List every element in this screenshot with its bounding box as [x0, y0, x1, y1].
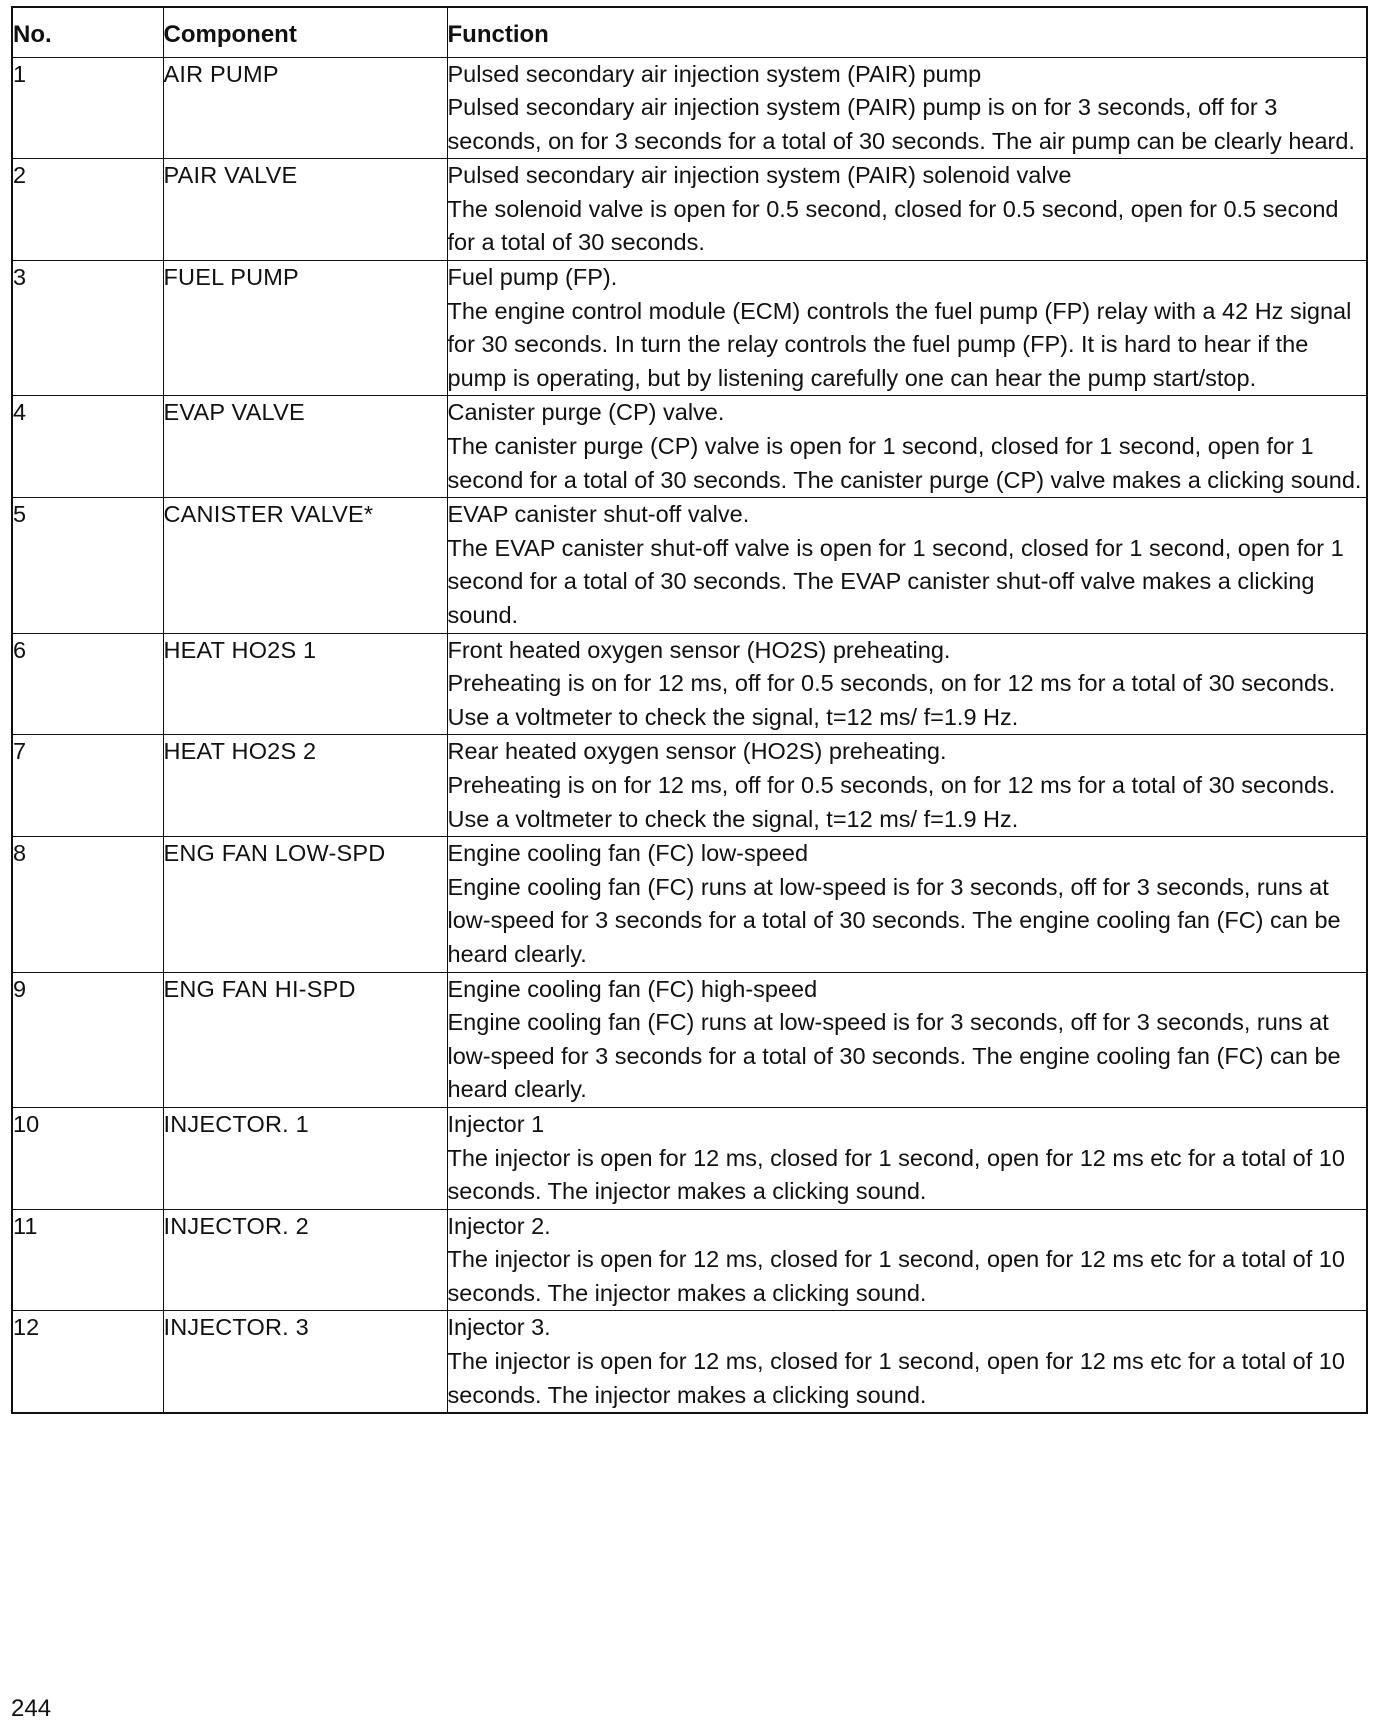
row-number: 9	[12, 972, 163, 1107]
function-cell	[447, 1107, 1367, 1209]
component-name: ENG FAN HI-SPD	[163, 972, 447, 1107]
function-cell	[447, 735, 1367, 837]
row-number: 8	[12, 837, 163, 972]
component-name: HEAT HO2S 1	[163, 633, 447, 735]
function-title: EVAP canister shut-off valve.	[447, 501, 750, 528]
function-title: Fuel pump (FP).	[447, 264, 618, 291]
component-name: INJECTOR. 1	[163, 1107, 447, 1209]
function-cell	[447, 396, 1367, 498]
function-title: Pulsed secondary air injection system (PAIR) pump	[447, 60, 982, 87]
function-cell	[447, 972, 1367, 1107]
row-number: 3	[12, 261, 163, 396]
function-cell	[447, 57, 1367, 159]
component-name: HEAT HO2S 2	[163, 735, 447, 837]
function-body: The injector is open for 12 ms, closed for 1 second, open for 12 ms etc for a total of 10 seconds. The injector makes a clicking sound.	[447, 1348, 1345, 1408]
function-body: Preheating is on for 12 ms, off for 0.5 seconds, on for 12 ms for a total of 30 seconds. Use a voltmeter to check the signal, t=12 ms/ f=1.9 Hz.	[447, 670, 1336, 730]
header-function: Function	[447, 7, 1367, 57]
row-number: 1	[12, 57, 163, 159]
row-number: 7	[12, 735, 163, 837]
function-cell	[447, 1209, 1367, 1311]
row-number: 5	[12, 498, 163, 633]
component-name: FUEL PUMP	[163, 261, 447, 396]
function-title: Canister purge (CP) valve.	[447, 399, 725, 426]
table-row	[12, 57, 1367, 159]
function-title: Engine cooling fan (FC) low-speed	[447, 840, 809, 867]
function-title: Engine cooling fan (FC) high-speed	[447, 975, 818, 1002]
component-function-table-wrapper	[11, 6, 1366, 1414]
component-name: INJECTOR. 2	[163, 1209, 447, 1311]
row-number: 11	[12, 1209, 163, 1311]
table-row	[12, 1209, 1367, 1311]
function-body: Preheating is on for 12 ms, off for 0.5 seconds, on for 12 ms for a total of 30 seconds. Use a voltmeter to check the signal, t=12 ms/ f=1.9 Hz.	[447, 771, 1336, 832]
header-component: Component	[163, 7, 447, 57]
function-cell	[447, 1311, 1367, 1413]
function-body: The canister purge (CP) valve is open for 1 second, closed for 1 second, open for 1 second for a total of 30 seconds. The canister purge (CP) valve makes a clicking sound.	[447, 433, 1362, 493]
function-body: The injector is open for 12 ms, closed for 1 second, open for 12 ms etc for a total of 10 seconds. The injector makes a clicking sound.	[447, 1144, 1345, 1205]
table-row	[12, 735, 1367, 837]
function-body: The solenoid valve is open for 0.5 second, closed for 0.5 second, open for 0.5 second for a total of 30 seconds.	[447, 195, 1339, 256]
function-cell	[447, 159, 1367, 261]
function-cell	[447, 498, 1367, 633]
function-title: Injector 2.	[447, 1212, 551, 1239]
function-title: Rear heated oxygen sensor (HO2S) preheating.	[447, 738, 947, 765]
table-row	[12, 396, 1367, 498]
row-number: 12	[12, 1311, 163, 1413]
header-no: No.	[12, 7, 163, 57]
row-number: 4	[12, 396, 163, 498]
table-row	[12, 498, 1367, 633]
function-cell	[447, 633, 1367, 735]
function-title: Pulsed secondary air injection system (PAIR) solenoid valve	[447, 162, 1072, 189]
component-name: EVAP VALVE	[163, 396, 447, 498]
table-row	[12, 633, 1367, 735]
component-name: CANISTER VALVE*	[163, 498, 447, 633]
function-body: Pulsed secondary air injection system (PAIR) pump is on for 3 seconds, off for 3 seconds, on for 3 seconds for a total of 30 seconds. The air pump can be clearly heard.	[447, 94, 1355, 154]
row-number: 2	[12, 159, 163, 261]
function-body: The EVAP canister shut-off valve is open for 1 second, closed for 1 second, open for 1 second for a total of 30 seconds. The EVAP canister shut-off valve makes a clicking sound.	[447, 534, 1344, 628]
function-body: Engine cooling fan (FC) runs at low-speed is for 3 seconds, off for 3 seconds, runs at low-speed for 3 seconds for a total of 30 seconds. The engine cooling fan (FC) can be heard clearly.	[447, 1009, 1341, 1103]
function-cell	[447, 261, 1367, 396]
component-name: INJECTOR. 3	[163, 1311, 447, 1413]
table-row	[12, 837, 1367, 972]
table-row	[12, 261, 1367, 396]
function-body: The engine control module (ECM) controls the fuel pump (FP) relay with a 42 Hz signal for 30 seconds. In turn the relay controls the fuel pump (FP). It is hard to hear if the pump is operating, but by listening carefully one can hear the pump start/stop.	[447, 297, 1352, 391]
component-name: ENG FAN LOW-SPD	[163, 837, 447, 972]
function-title: Injector 3.	[447, 1314, 551, 1341]
table-row	[12, 1107, 1367, 1209]
page-number: 244	[11, 1695, 52, 1722]
table-row	[12, 972, 1367, 1107]
table-header-row	[12, 7, 1367, 57]
table-row	[12, 1311, 1367, 1413]
row-number: 6	[12, 633, 163, 735]
function-cell	[447, 837, 1367, 972]
function-title: Front heated oxygen sensor (HO2S) preheating.	[447, 636, 951, 663]
row-number: 10	[12, 1107, 163, 1209]
table-row	[12, 159, 1367, 261]
function-title: Injector 1	[447, 1110, 545, 1137]
function-body: The injector is open for 12 ms, closed for 1 second, open for 12 ms etc for a total of 10 seconds. The injector makes a clicking sound.	[447, 1246, 1345, 1306]
component-function-table	[11, 6, 1368, 1414]
function-body: Engine cooling fan (FC) runs at low-speed is for 3 seconds, off for 3 seconds, runs at low-speed for 3 seconds for a total of 30 seconds. The engine cooling fan (FC) can be heard clearly.	[447, 873, 1341, 967]
component-name: AIR PUMP	[163, 57, 447, 159]
component-name: PAIR VALVE	[163, 159, 447, 261]
